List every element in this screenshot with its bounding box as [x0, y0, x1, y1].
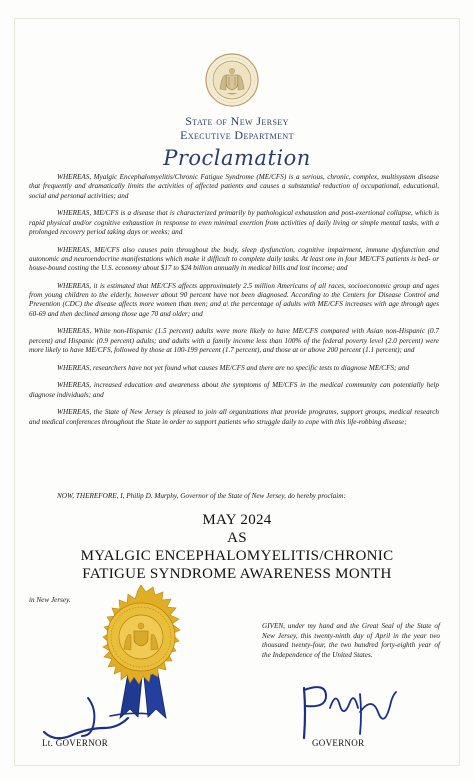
- whereas-clause: WHEREAS, researchers have not yet found what causes ME/CFS and there are no specific tests to diagnose ME/CFS; and: [57, 363, 410, 372]
- now-therefore-statement: NOW, THEREFORE, I, Philip D. Murphy, Governor of the State of New Jersey, do hereby proclaim:: [57, 492, 346, 500]
- state-seal-emblem: [205, 53, 259, 107]
- governor-label: GOVERNOR: [312, 738, 365, 748]
- governor-signature: [294, 676, 404, 746]
- whereas-clause: WHEREAS, Myalgic Encephalomyelitis/Chronic Fatigue Syndrome (ME/CFS) is a serious, chronic, complex, multisystem disease that frequently and dramatically limits the activities of affected patients and causes a substantial reduction of occupational, educational, social and personal activities; and: [29, 173, 439, 200]
- lt-governor-label: Lt. GOVERNOR: [42, 738, 109, 748]
- proclamation-title-as: AS: [227, 530, 247, 546]
- proclamation-title-line2: FATIGUE SYNDROME AWARENESS MONTH: [82, 566, 392, 582]
- proclamation-heading: Proclamation: [163, 146, 311, 170]
- whereas-clause: WHEREAS, increased education and awareness about the symptoms of ME/CFS in the medical community can potentially help diagnose individuals; and: [29, 381, 439, 399]
- proclamation-title-line1: MYALGIC ENCEPHALOMYELITIS/CHRONIC: [80, 548, 394, 564]
- whereas-clause: WHEREAS, the State of New Jersey is pleased to join all organizations that provide programs, support groups, medical research and medical conferences throughout the State in order to support patients who struggle daily to cope with this life-robbing disease;: [29, 408, 439, 426]
- given-statement: GIVEN, under my hand and the Great Seal of the State of New Jersey, this twenty-ninth day of April in the year two thousand twenty-four, the two hundred forty-eighth year of the Independence of the United States.: [262, 622, 440, 659]
- in-new-jersey-text: in New Jersey.: [29, 596, 71, 604]
- department-heading: Executive Department: [180, 128, 294, 142]
- whereas-clauses: [29, 173, 439, 435]
- whereas-clause: WHEREAS, ME/CFS is a disease that is characterized primarily by pathological exhaustion and post-exertional collapse, which is rapid physical and/or cognitive exhaustion in response to even minimal exertion from activities of daily living or simple mental tasks, with a prolonged recovery period taking days or weeks; and: [29, 209, 439, 236]
- whereas-clause: WHEREAS, it is estimated that ME/CFS affects approximately 2.5 million Americans of all races, socioeconomic group and ages from young children to the elderly, however about 90 percent have not been diagnosed. According to the Centers for Disease Control and Prevention (CDC) the disease affects more women than men; and a\ the percentage of adults with ME/CFS increases with age through ages 60-69 and then declined among those age 70 and older; and: [29, 281, 439, 318]
- state-heading: State of New Jersey: [185, 114, 289, 128]
- proclamation-title-date: MAY 2024: [202, 512, 272, 528]
- whereas-clause: WHEREAS, White non-Hispanic (1.5 percent) adults were more likely to have ME/CFS compared with Asian non-Hispanic (0.7 percent) and Hispanic (0.9 percent) adults; and adults with a family income less than 100% of the federal poverty level (2.0 percent) were more likely to have ME/CFS, followed by those at 100-199 percent (1.7 percent), and those at or above 200 percent (1.1 percent); and: [29, 327, 439, 355]
- whereas-clause: WHEREAS, ME/CFS also causes pain throughout the body, sleep dysfunction, cognitive impairment, immune dysfunction and autonomic and neuroendocrine manifestations which make it difficult to complete daily tasks. At least one in four ME/CFS patients is bed- or house-bound costing the U.S. economy about $17 to $24 billion annually in medical bills and lost income; and: [29, 245, 439, 273]
